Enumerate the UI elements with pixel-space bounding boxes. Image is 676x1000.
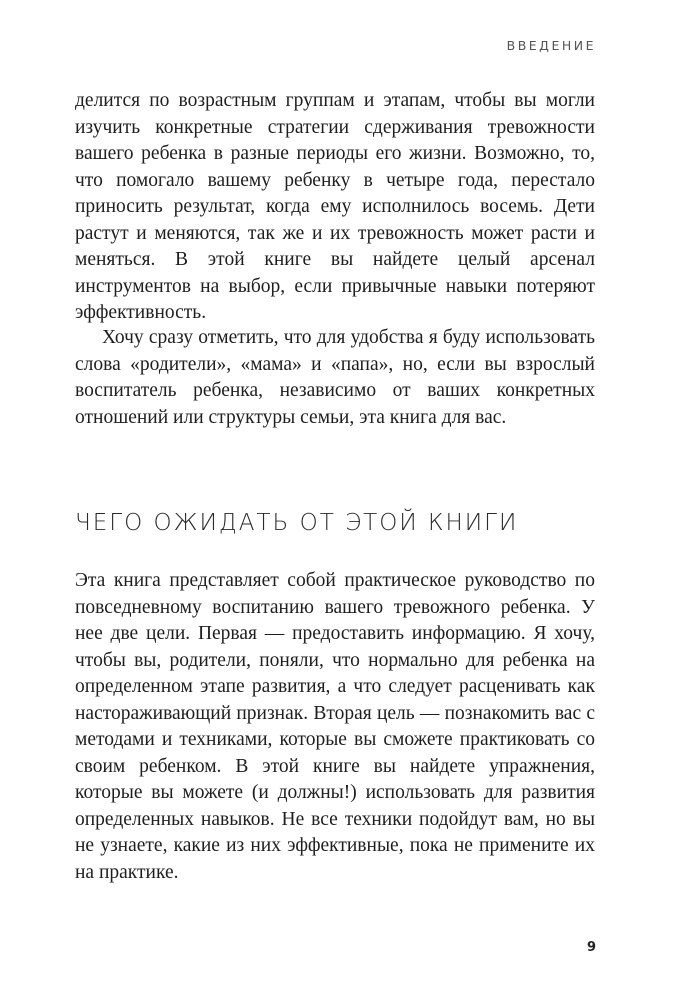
body-text-terminology-note bbox=[75, 325, 595, 431]
page-number: 9 bbox=[586, 940, 596, 955]
body-text-section-intro bbox=[75, 568, 595, 886]
body-text-continuation bbox=[75, 88, 595, 327]
paragraph: Хочу сразу отметить, что для удобства я буду использовать слова «родители», «мама» и «папа», но, если вы взрослый воспитатель ребенка, независимо от ваших конкретных отношений или структуры семьи, эта книга для вас. bbox=[75, 327, 595, 428]
paragraph: Эта книга представляет собой практическое руководство по повседневному воспитанию вашего тревожного ребенка. У нее две цели. Первая — предоставить информацию. Я хочу, чтобы вы, родители, поняли, что нормально для ребенка на определенном этапе развития, а что следует расценивать как настораживающий признак. Вторая цель — познакомить вас с методами и техниками, которые вы сможете практиковать со своим ребенком. В этой книге вы найдете упражнения, которые вы можете (и должны!) использовать для развития определенных навыков. Не все техники подойдут вам, но вы не узнаете, какие из них эффективные, пока не примените их на практике. bbox=[75, 570, 595, 883]
paragraph: делится по возрастным группам и этапам, чтобы вы могли изучить конкретные стратегии сдерживания тревожности вашего ребенка в разные периоды его жизни. Возможно, то, что помогало вашему ребенку в четыре года, перестало приносить результат, когда ему исполнилось восемь. Дети растут и меняются, так же и их тревожность может расти и меняться. В этой книге вы найдете целый арсенал инструментов на выбор, если привычные навыки потеряют эффективность. bbox=[75, 90, 595, 323]
section-heading: ЧЕГО ОЖИДАТЬ ОТ ЭТОЙ КНИГИ bbox=[75, 510, 519, 536]
running-head: ВВЕДЕНИЕ bbox=[506, 38, 596, 53]
